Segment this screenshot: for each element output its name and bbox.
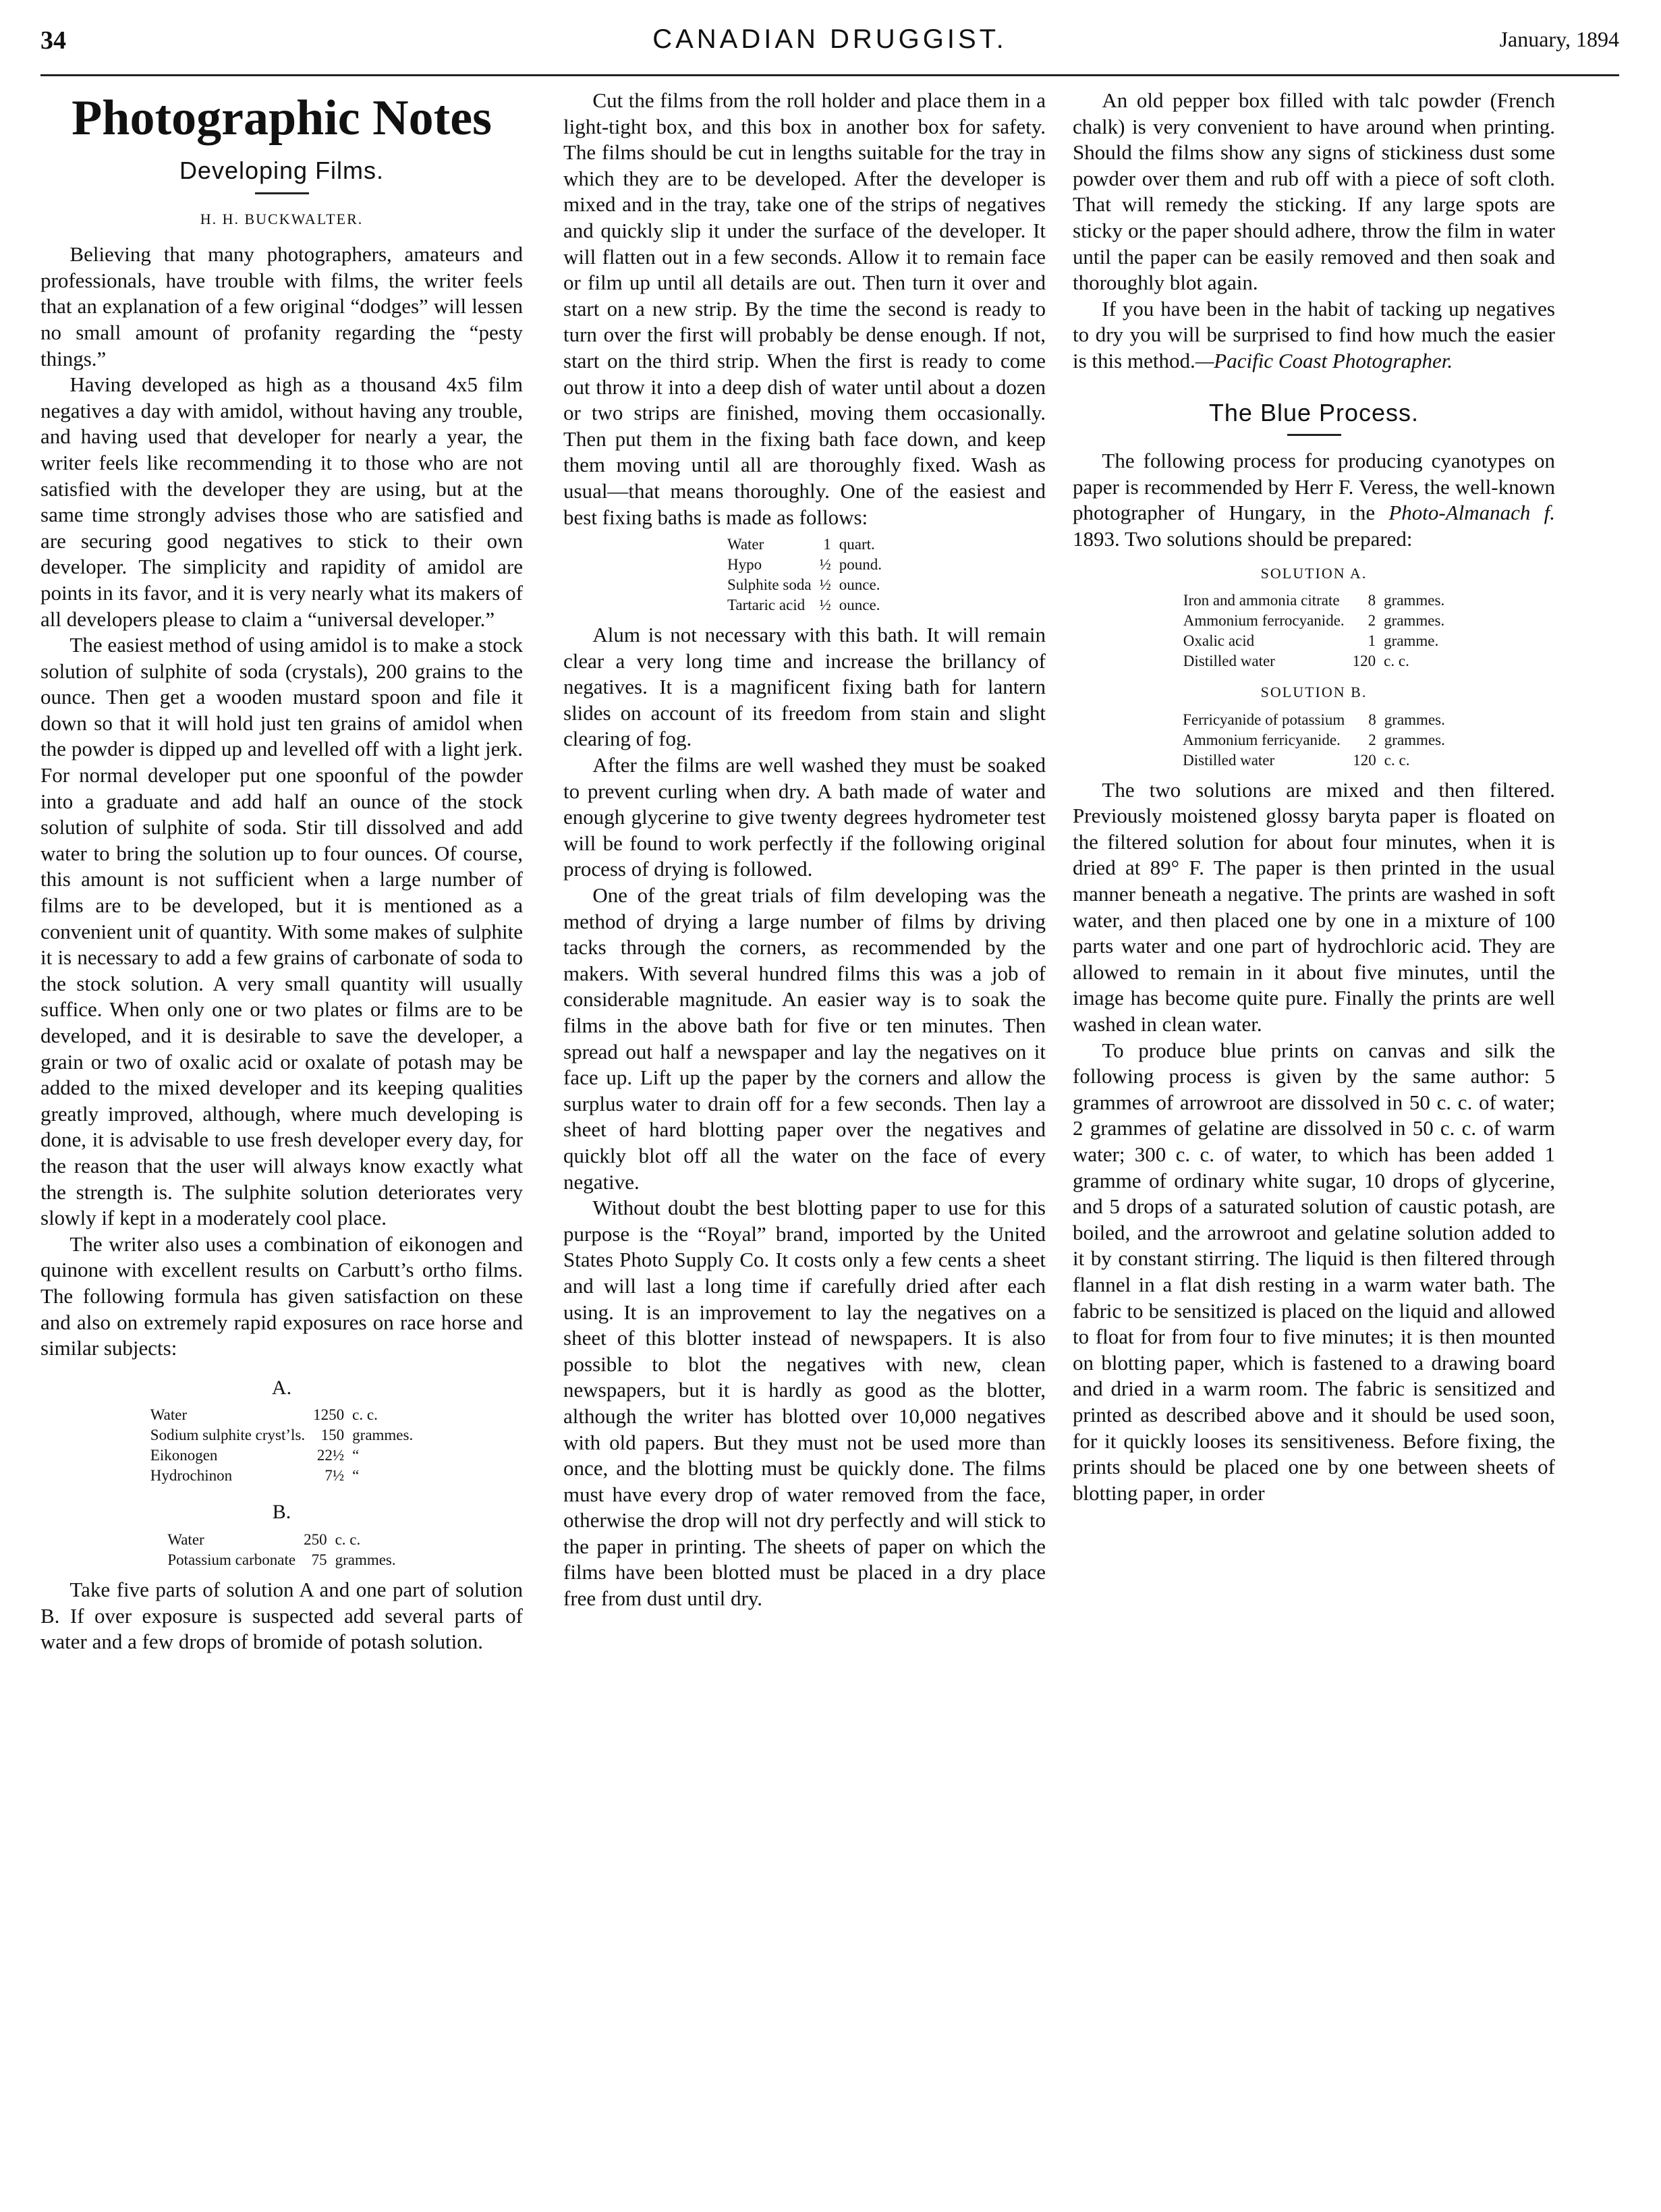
article-title: Developing Films. <box>179 157 385 184</box>
unit: quart. <box>839 536 875 553</box>
issue-date: January, 1894 <box>1499 27 1619 51</box>
quantity: 1 <box>823 536 831 553</box>
unit: c. c. <box>335 1530 361 1548</box>
table-row <box>723 555 886 575</box>
solution-a-table <box>1179 590 1448 671</box>
paragraph: Cut the films from the roll holder and place them in a light-tight box, and this box in another box for safety. The films should be cut in lengths suitable for the tray in which they are to be developed. After the developer is mixed and in the tray, take one of the strips of negatives and quickly slip it under the surface of the developer. It will flatten out in a few seconds. Allow it to remain face or film up until all details are out. Then turn it over and start on a new strip. By the time the second is ready to turn over the first will probably be dense enough. If not, start on the third strip. When the first is ready to come out throw it into a deep dish of water until about a dozen or two strips are finished, moving them occasionally. Then put them in the fixing bath face down, and keep them moving until all are thoroughly fixed. Wash as usual—that means thoroughly. One of the easiest and best fixing baths is made as follows: <box>563 88 1046 529</box>
unit: c. c. <box>1384 653 1409 670</box>
ingredient: Oxalic acid <box>1183 632 1255 650</box>
ingredient: Ammonium ferricyanide. <box>1183 731 1341 748</box>
paragraph: Having developed as high as a thousand 4x5 film negatives a day with amidol, without having any trouble, and having used that developer for nearly a year, the writer feels like recommending it to those who are not satisfied with the developer they are using, but at the same time strongly advises those who are satisfied and are securing good negatives to stick to their own developer. The simplicity and rapidity of amidol are points in its favor, and it is very nearly what its makers of all developers please to claim a “universal developer.” <box>40 372 523 631</box>
ingredient: Water <box>150 1406 188 1424</box>
publication-name: Photo-Almanach f. <box>1388 501 1555 525</box>
formula-b-table <box>163 1530 399 1570</box>
quantity: 2 <box>1368 731 1376 748</box>
title-rule <box>1287 434 1341 436</box>
ingredient: Iron and ammonia citrate <box>1183 592 1340 609</box>
fixing-bath-table <box>723 534 886 615</box>
journal-title: CANADIAN DRUGGIST. <box>652 24 1007 54</box>
table-row <box>723 595 886 615</box>
quantity: 120 <box>1353 751 1376 769</box>
table-row <box>1179 631 1448 651</box>
author-byline: H. H. BUCKWALTER. <box>200 210 364 227</box>
paragraph: After the films are well washed they must be soaked to prevent curling when dry. A bath made of water and enough glycerine to give twenty degrees hydrometer test will be found to work perfectly if the following original process of drying is followed. <box>563 753 1046 881</box>
solution-b-table <box>1179 710 1449 771</box>
paragraph: To produce blue prints on canvas and silk the following process is given by the same author: 5 grammes of arrowroot are dissolved in 50 c. c. of water; 2 grammes of gelatine are dissolved in 50 c. c. of warm water; 300 c. c. of water, to which has been added 1 gramme of ordinary white sugar, 10 drops of glycerine, and 5 drops of a saturated solution of caustic potash, are boiled, and the arrowroot and gelatine solution added to it by constant stirring. The liquid is then filtered through flannel in a flat dish resting in a warm water bath. The fabric to be sensitized is placed on the liquid and allowed to float for from four to five minutes; it is then mounted on blotting paper, which is fastened to a drawing board and dried in a warm room. The fabric is sensitized and printed as described above and it should be used soon, for it quickly looses its sensitiveness. Before fixing, the prints should be placed one by one between sheets of blotting paper, in order <box>1073 1038 1555 1505</box>
paragraph: The two solutions are mixed and then filtered. Previously moistened glossy baryta paper is floated on the filtered solution for about four minutes, when it is dried at 89° F. The paper is then printed in the usual manner beneath a negative. The prints are washed in soft water, and then placed one by one in a mixture of 100 parts water and one part of hydrochloric acid. They are allowed to remain in it about five minutes, until the image has become quite pure. Finally the prints are well washed in clean water. <box>1073 777 1555 1036</box>
unit: ounce. <box>839 597 880 614</box>
table-row <box>146 1445 417 1466</box>
table-row <box>1179 651 1448 671</box>
ingredient: Sodium sulphite cryst’ls. <box>150 1427 306 1444</box>
column-3 <box>1073 88 1555 2193</box>
page-number: 34 <box>40 26 66 55</box>
solution-b-label: SOLUTION B. <box>1260 684 1368 701</box>
table-row <box>1179 730 1449 750</box>
source-credit: —Pacific Coast Photographer. <box>1195 348 1453 372</box>
table-row <box>146 1425 417 1445</box>
table-row <box>146 1405 417 1425</box>
quantity: 1250 <box>313 1406 345 1424</box>
column-2 <box>563 88 1046 2193</box>
ingredient: Water <box>167 1530 204 1548</box>
unit: grammes. <box>1384 592 1445 609</box>
paragraph: Take five parts of solution A and one part of solution B. If over exposure is suspected add several parts of water and a few drops of bromide of potash solution. <box>40 1577 523 1654</box>
unit: “ <box>352 1467 360 1485</box>
quantity: 8 <box>1368 711 1376 728</box>
quantity: 2 <box>1368 612 1376 630</box>
solution-a-label: SOLUTION A. <box>1260 564 1368 582</box>
quantity: 250 <box>304 1530 327 1548</box>
unit: “ <box>352 1447 360 1464</box>
header-rule <box>40 74 1619 76</box>
unit: grammes. <box>352 1427 414 1444</box>
paragraph: An old pepper box filled with talc powder (French chalk) is very convenient to have around when printing. Should the films show any signs of stickiness dust some powder over them and rub off with a piece of soft cloth. That will remedy the sticking. If any large spots are sticky or the paper should adhere, throw the film in water until the paper can be easily removed and then soak and thoroughly blot again. <box>1073 88 1555 295</box>
unit: c. c. <box>1384 751 1410 769</box>
ingredient: Sulphite soda <box>727 576 812 594</box>
unit: grammes. <box>335 1551 396 1568</box>
table-row <box>163 1550 399 1570</box>
paragraph: Without doubt the best blotting paper to use for this purpose is the “Royal” brand, imported by the United States Photo Supply Co. It costs only a few cents a sheet and will last a long time if carefully dried after each using. It is an improvement to lay the negatives on a sheet of this blotter instead of newspapers. It is also possible to blot the negatives with new, clean newspapers, but it is hardly as good as the blotter, although the writer has blotted over 10,000 negatives with old papers. But they must not be used more than once, and the blotting must be quickly done. The films must have every drop of water removed from the face, otherwise the drop will not dry perfectly and will stick to the paper in printing. The sheets of paper on which the films have been blotted must be placed in a dry place free from dust until dry. <box>563 1196 1046 1611</box>
paragraph: One of the great trials of film developing was the method of drying a large number of films by driving tacks through the corners, as recommended by the makers. With several hundred films this was a job of considerable magnitude. An easier way is to soak the films in the above bath for five or ten minutes. Then spread out half a newspaper and lay the negatives on it face up. Lift up the paper by the corners and allow the surplus water to drain off for a few seconds. Then lay a sheet of hard blotting paper over the negatives and quickly blot off all the water on the face of every negative. <box>563 883 1046 1194</box>
ingredient: Tartaric acid <box>727 597 806 614</box>
quantity: 150 <box>320 1427 345 1444</box>
unit: ounce. <box>839 576 880 594</box>
paragraph <box>1073 448 1555 552</box>
ingredient: Distilled water <box>1183 653 1275 670</box>
table-row <box>146 1466 417 1486</box>
formula-b-label: B. <box>272 1501 291 1524</box>
table-row <box>723 534 886 555</box>
section-title: Photographic Notes <box>72 90 492 146</box>
page-header <box>40 20 1619 74</box>
unit: c. c. <box>352 1406 378 1424</box>
paragraph: Alum is not necessary with this bath. It will remain clear a very long time and increase the brillancy of negatives. It is a magnificent fixing bath for lantern slides on account of its freedom from stain and slight clearing of fog. <box>563 623 1046 751</box>
table-row <box>1179 750 1449 771</box>
unit: grammes. <box>1384 731 1445 748</box>
ingredient: Distilled water <box>1183 751 1275 769</box>
ingredient: Hydrochinon <box>150 1467 233 1485</box>
quantity: 120 <box>1352 653 1376 670</box>
unit: grammes. <box>1384 612 1445 630</box>
ingredient: Water <box>727 536 764 553</box>
paragraph-text: 1893. Two solutions should be prepared: <box>1073 526 1413 551</box>
table-row <box>1179 710 1449 730</box>
table-row <box>1179 590 1448 611</box>
title-rule <box>255 192 309 194</box>
table-row <box>1179 611 1448 631</box>
quantity: ½ <box>819 576 831 594</box>
quantity: ½ <box>819 597 831 614</box>
table-row <box>163 1530 399 1550</box>
ingredient: Eikonogen <box>150 1447 218 1464</box>
paragraph-text: The following process for producing cyanotypes on paper is recommended by Herr F. Veress, the well-known photographer of Hungary, in the <box>1073 449 1555 525</box>
paragraph: The writer also uses a combination of eikonogen and quinone with excellent results on Carbutt’s ortho films. The following formula has given satisfaction on these and also on extremely rapid exposures on race horse and similar subjects: <box>40 1232 523 1360</box>
paragraph <box>1073 296 1555 375</box>
paragraph: Believing that many photographers, amateurs and professionals, have trouble with films, the writer feels that an explanation of a few original “dodges” will lessen no small amount of profanity regarding the “pesty things.” <box>40 242 523 370</box>
quantity: 7½ <box>325 1467 345 1485</box>
table-row <box>723 575 886 595</box>
paragraph-text: If you have been in the habit of tacking up negatives to dry you will be surprised to find how much the easier is this method. <box>1073 296 1555 372</box>
formula-a-label: A. <box>271 1376 292 1399</box>
column-1 <box>40 88 523 2193</box>
ingredient: Ferricyanide of potassium <box>1183 711 1345 728</box>
ingredient: Potassium carbonate <box>167 1551 296 1568</box>
quantity: 22½ <box>316 1447 345 1464</box>
article-title: The Blue Process. <box>1208 398 1419 426</box>
spacer <box>1073 375 1555 391</box>
formula-a-table <box>146 1405 417 1486</box>
paragraph: The easiest method of using amidol is to make a stock solution of sulphite of soda (crystals), 200 grains to the ounce. Then get a wooden mustard spoon and file it down so that it will hold just ten grains of amidol when the powder is dipped up and levelled off with a light jerk. For normal developer put one spoonful of the powder into a graduate and add half an ounce of the stock solution of sulphite of soda. Stir till dissolved and add water to bring the solution up to four ounces. Of course, this amount is not sufficient when a large number of films are to be developed, but it is mentioned as a convenient unit of quantity. With some makes of sulphite it is necessary to add a few grains of carbonate of soda to the stock solution. A very small quantity will usually suffice. When only one or two plates or films are to be developed, and it is desirable to save the developer, a grain or two of oxalic acid or oxalate of potash may be added to the mixed developer and its keeping qualities greatly improved, although, where much developing is done, it is advisable to use fresh developer every day, for the reason that the user will always know exactly what the strength is. The sulphite solution deteriorates very slowly if kept in a moderately cool place. <box>40 633 523 1230</box>
ingredient: Hypo <box>727 556 762 574</box>
quantity: 8 <box>1368 592 1376 609</box>
unit: gramme. <box>1384 632 1439 650</box>
quantity: ½ <box>819 556 831 574</box>
quantity: 1 <box>1368 632 1376 650</box>
ingredient: Ammonium ferrocyanide. <box>1183 612 1345 630</box>
unit: grammes. <box>1384 711 1445 728</box>
unit: pound. <box>839 556 882 574</box>
quantity: 75 <box>311 1551 327 1568</box>
